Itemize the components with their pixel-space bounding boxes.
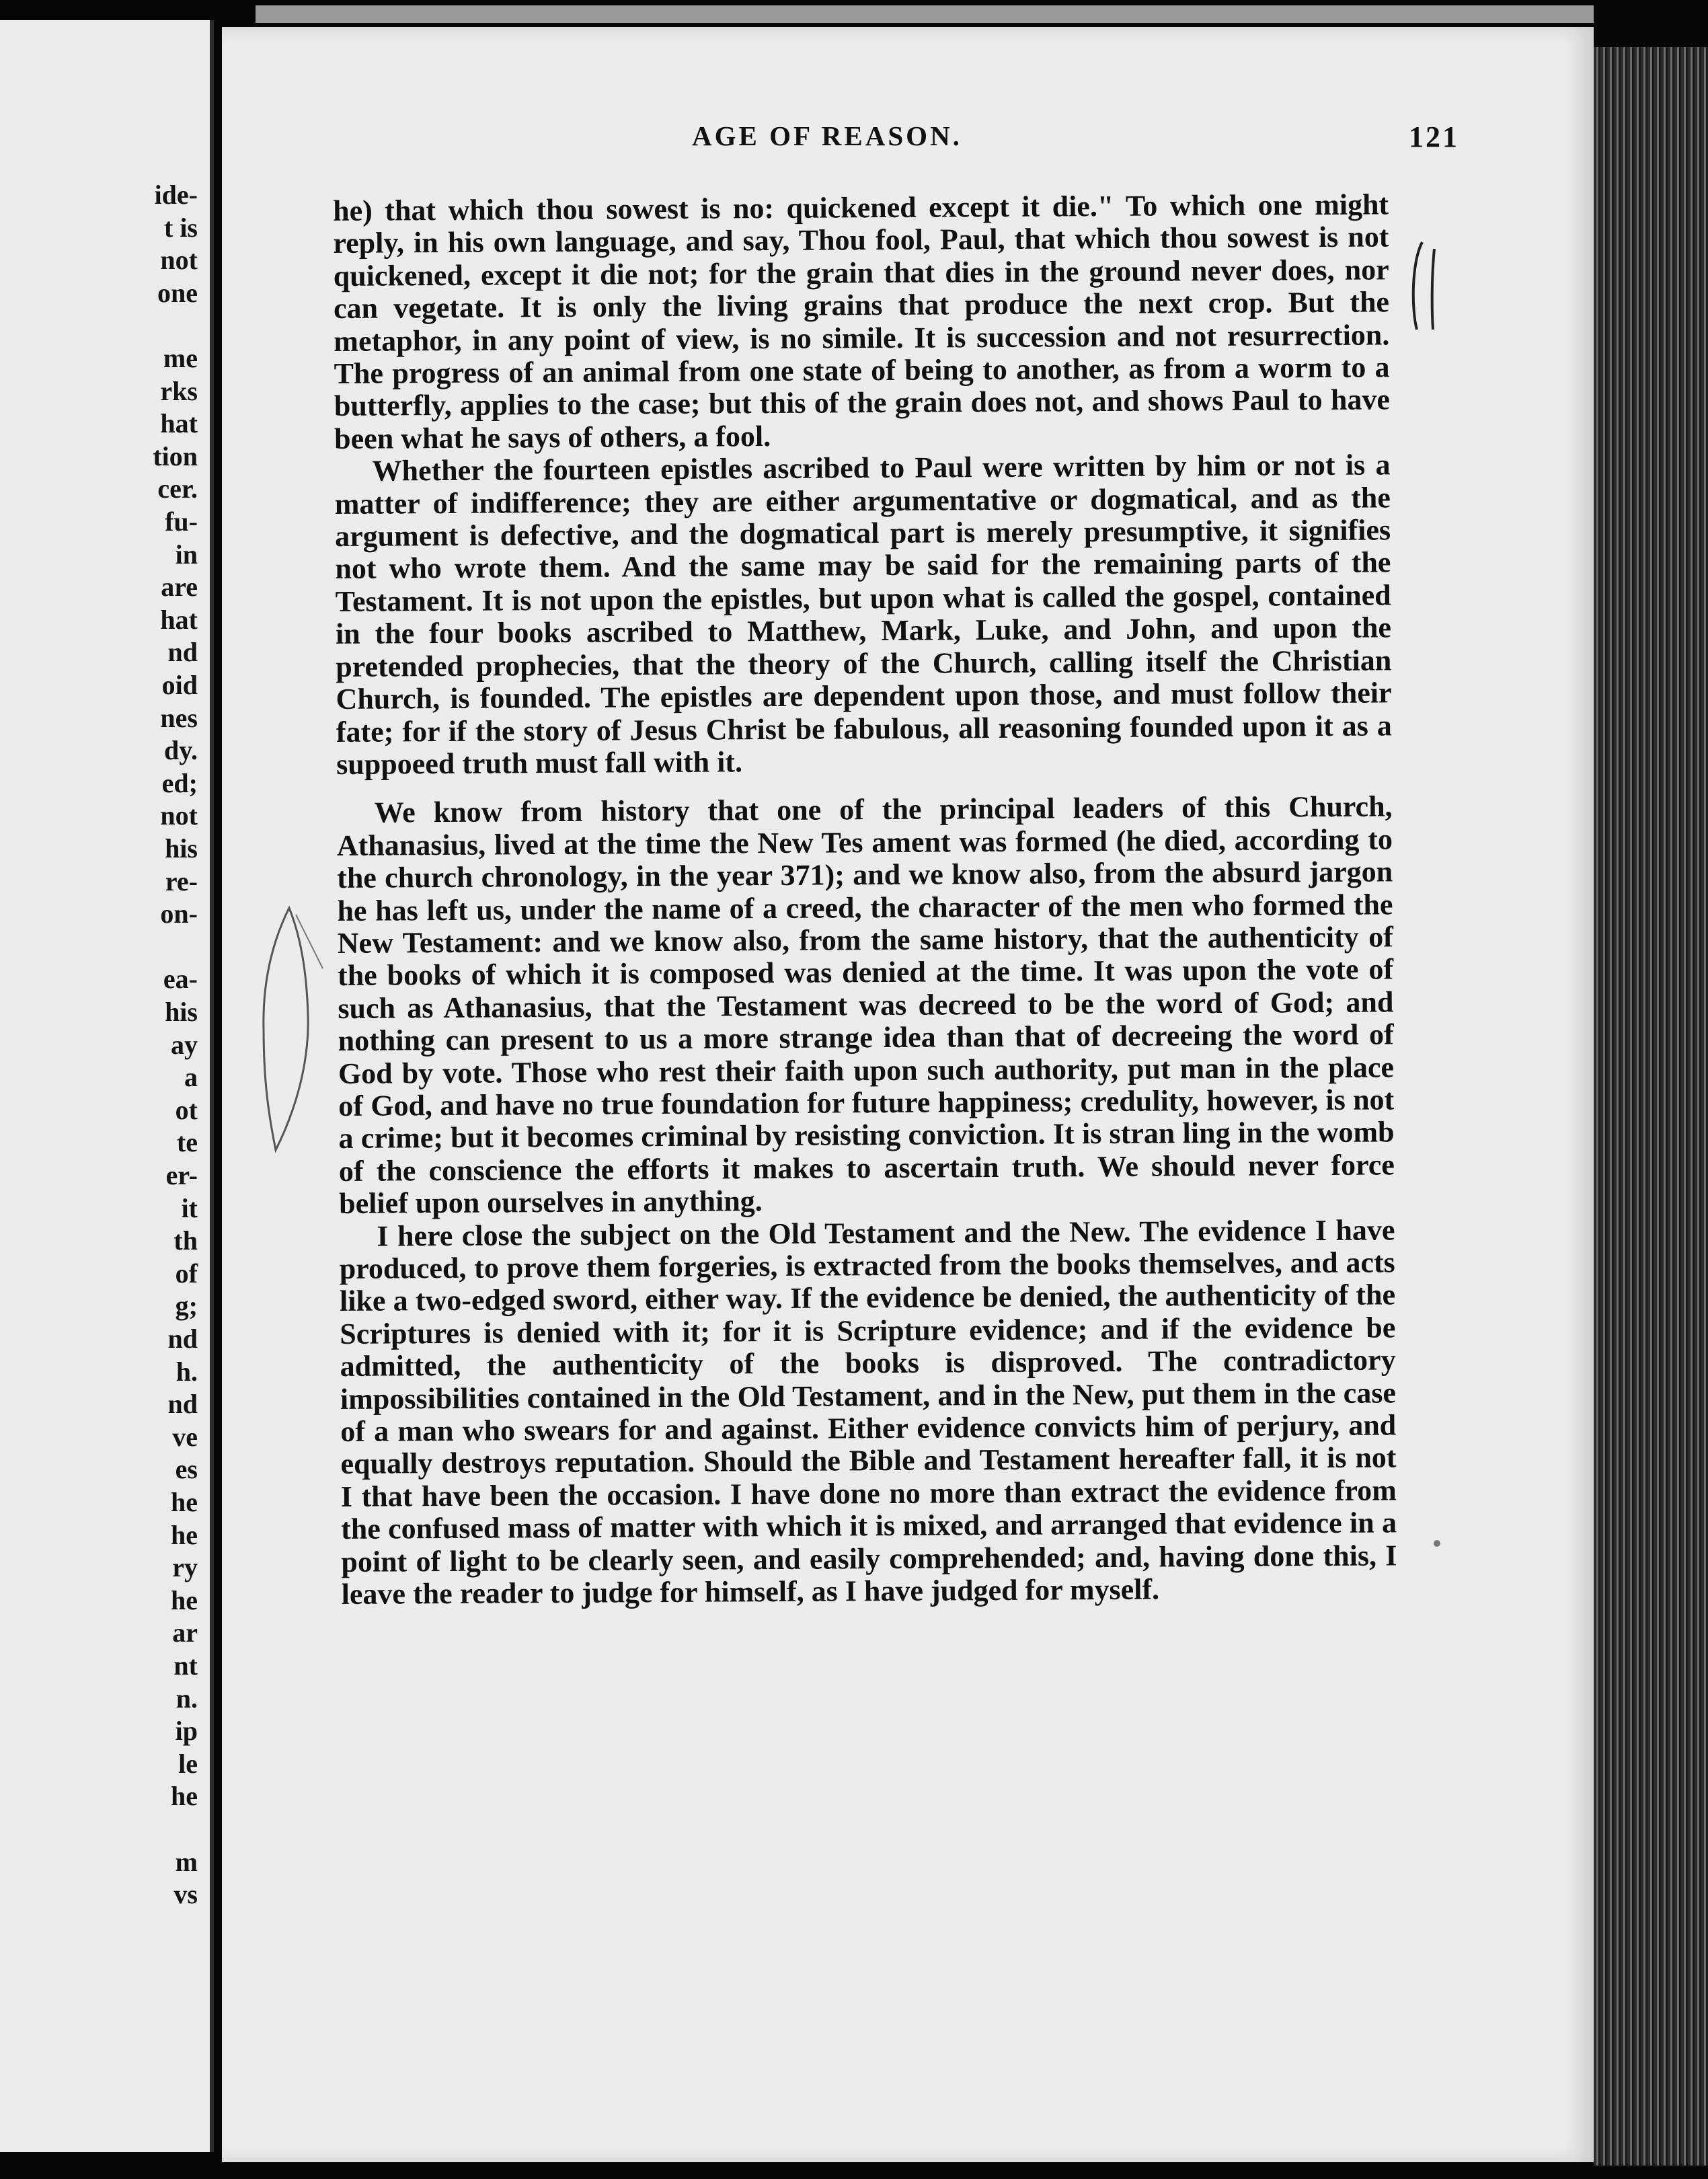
facing-page-fragment: ry [172,1552,198,1583]
facing-page-fragment: he [171,1519,198,1550]
facing-page-fragment: ve [172,1421,198,1452]
facing-page-fragment: not [160,800,198,831]
facing-page-fragment: hat [160,604,198,635]
facing-page-fragment: th [173,1225,198,1256]
facing-page-fragment: vs [173,1879,198,1910]
paragraph-4: I here close the subject on the Old Testament and the New. The evidence I have produced, to prove them forgeries, is extracted from the books themselves, and acts like a two-edged sword, either way. If the evidence be denied, the authenticity of the Scriptures is denied with it; for it is Scripture evidence; and if the evidence be admitted, the authenticity of the books is disproved. The contradictory impossibilities contained in the Old Testament, and in the New, put them in the case of a man who swears for and against. Either evidence convicts him of perjury, and equally destroys reputation. Should the Bible and Testament hereafter fall, it is not I that have been the occasion. I have done no more than extract the evidence from the confused mass of matter with which it is mixed, and arranged that evidence in a point of light to be clearly seen, and easily comprehended; and, having done this, I leave the reader to judge for himself, as I have judged for myself. [339,1213,1397,1611]
page-speck [1434,1540,1440,1547]
page-edges [1594,47,1708,2166]
facing-page-fragment: ar [172,1617,198,1648]
facing-page-fragment: ide- [154,180,198,210]
facing-page-fragment: cer. [157,473,198,504]
facing-page-fragment: oid [161,670,198,700]
facing-page [0,20,214,2152]
facing-page-fragment: re- [165,866,198,896]
facing-page-fragment: his [165,833,198,864]
facing-page-fragment: n. [176,1683,198,1714]
page-top-shadow [256,5,1594,23]
facing-page-fragment: ot [175,1094,198,1125]
facing-page-fragment: t is [164,212,198,243]
page-number: 121 [1409,120,1459,153]
facing-page-fragment: he [171,1487,198,1517]
facing-page-fragment: hat [160,408,198,439]
paragraph-1: he) that which thou sowest is no: quickened except it die." To which one might reply, in his own language, and say, Thou fool, Paul, that which thou sowest is not quickened, except it die not; for the grain that dies in the ground never does, nor can vegetate. It is only the living grains that produce the next crop. But the metaphor, in any point of view, is no simile. It is succession and not resurrection. The progress of an animal from one state of being to another, as from a worm to a butterfly, applies to the case; but this of the grain does not, and shows Paul to have been what he says of others, a fool. [332,188,1391,455]
facing-page-fragment: fu- [165,506,198,537]
facing-page-fragment: nt [173,1650,198,1681]
facing-page-fragment: tion [153,441,198,471]
facing-page-fragment: me [163,343,198,373]
paragraph-2: Whether the fourteen epistles ascribed to Paul were written by him or not is a matter of indifference; they are either argumentative or dogmatical, and as the argument is defective, and the dogmatical part is merely presumptive, it signifies not who wrote them. And the same may be said for the remaining parts of the Testament. It is not upon the epistles, but upon what is called the gospel, contained in the four books ascribed to Matthew, Mark, Luke, and John, and upon the pretended prophecies, that the theory of the Church, calling itself the Christian Church, is founded. The epistles are dependent upon those, and must follow their fate; for if the story of Jesus Christ be fabulous, all reasoning founded upon it as a suppoeed truth must fall with it. [334,448,1392,781]
facing-page-fragment: ip [175,1716,198,1747]
facing-page-fragment: it [181,1192,198,1223]
facing-page-fragment: dy. [163,735,198,766]
facing-page-fragment: er- [165,1160,198,1190]
facing-page-fragment: nes [160,702,198,733]
facing-page-fragment: nd [167,1324,198,1354]
facing-page-fragment: not [160,245,198,276]
facing-page-fragment: ay [171,1029,198,1060]
facing-page-fragment: ea- [163,964,198,995]
facing-page-fragment: he [171,1781,198,1812]
facing-page-fragment: of [175,1258,198,1289]
facing-page-fragment: h. [176,1356,198,1387]
facing-page-fragment: nd [167,1389,198,1420]
facing-page-fragment: m [175,1846,198,1877]
facing-page-fragment: in [175,539,198,570]
facing-page-fragment: on- [160,899,198,929]
facing-page-fragment: he [171,1584,198,1615]
facing-page-fragment: g; [175,1291,198,1322]
facing-page-fragment: are [161,572,198,603]
facing-page-fragment: a [184,1062,198,1093]
facing-page-fragment: rks [160,375,198,406]
facing-page-fragment: his [165,997,198,1027]
facing-page-fragment: te [176,1127,198,1158]
facing-page-fragment: nd [167,637,198,668]
running-header [256,120,1459,160]
facing-page-fragment: ed; [161,767,198,798]
running-title: AGE OF REASON. [692,120,962,151]
margin-bracket-mark-right [1402,235,1442,336]
facing-page-fragment: one [157,277,198,308]
margin-bracket-mark-left [256,894,329,1163]
facing-page-fragment: le [178,1748,198,1779]
body-text [333,188,1397,1611]
facing-page-fragment: es [175,1454,198,1485]
paragraph-3: We know from history that one of the principal leaders of this Church, Athanasius, lived at the time the New Tes ament was formed (he died, according to the church chronology, in the year 371); and we know also, from the absurd jargon he has left us, under the name of a creed, the character of the men who formed the New Testament: and we know also, from the same history, that the authenticity of the books of which it is composed was denied at the time. It was upon the vote of such as Athanasius, that the Testament was decreed to be the word of God; and nothing can present to us a more strange idea than that of decreeing the word of God by vote. Those who rest their faith upon such authority, put man in the place of God, and have no true foundation for future happiness; credulity, however, is not a crime; but it becomes criminal by resisting conviction. It is stran ling in the womb of the conscience the efforts it makes to ascertain truth. We should never force belief upon ourselves in anything. [336,790,1395,1221]
